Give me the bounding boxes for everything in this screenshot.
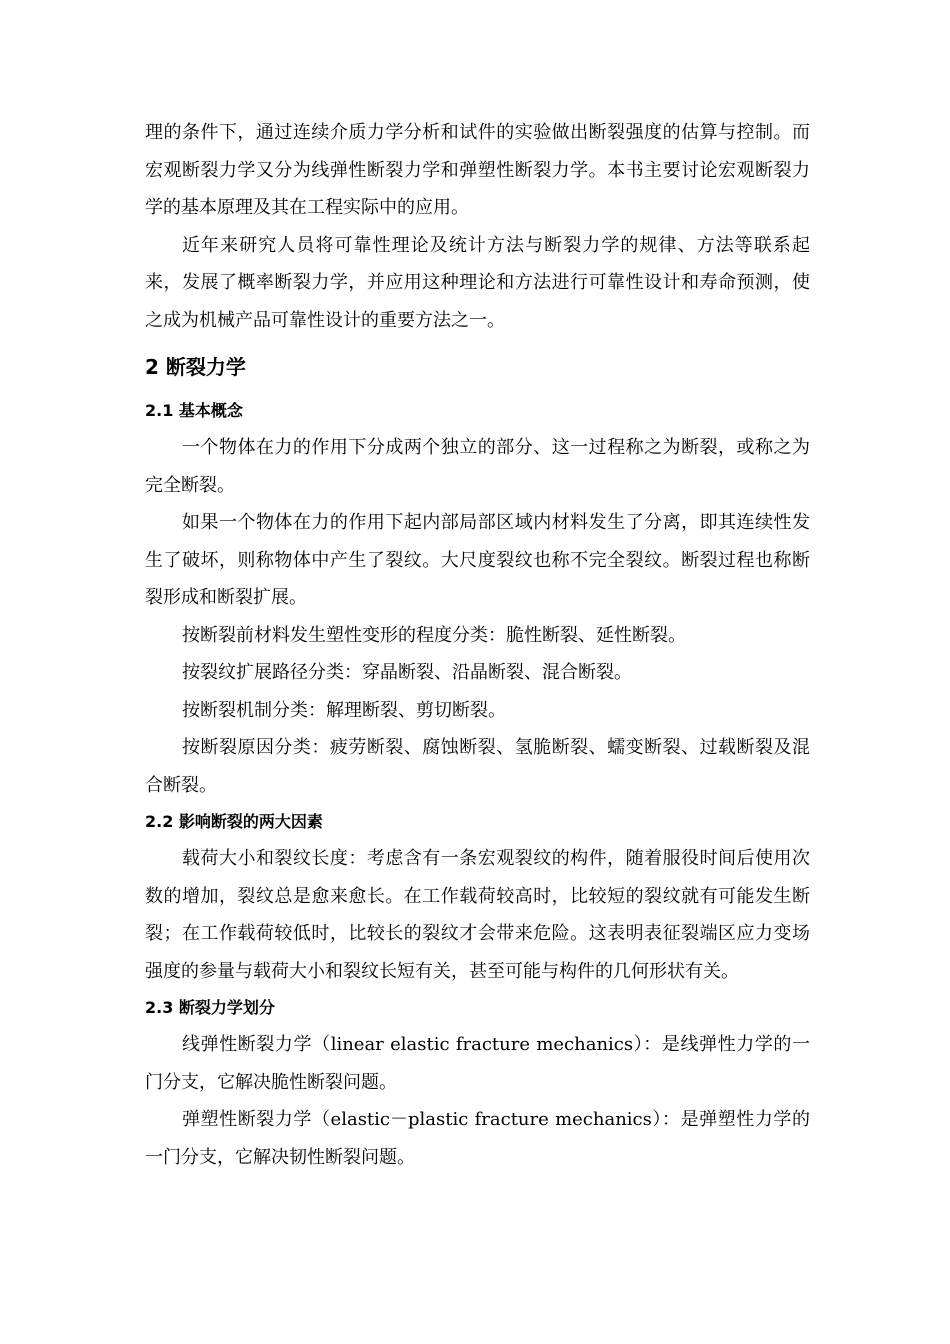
paragraph: 载荷大小和裂纹长度：考虑含有一条宏观裂纹的构件，随着服役时间后使用次数的增加，裂纹总是愈来愈长。在工作载荷较高时，比较短的裂纹就有可能发生断裂；在工作载荷较低时，比较长的裂纹才会带来危险。这表明表征裂端区应力变场强度的参量与载荷大小和裂纹长短有关，甚至可能与构件的几何形状有关。 [145, 848, 810, 982]
section-2-1-heading: 2.1 基本概念 [145, 401, 243, 420]
paragraph: 按断裂前材料发生塑性变形的程度分类：脆性断裂、延性断裂。 [182, 624, 686, 646]
section-2-heading: 2 断裂力学 [145, 355, 246, 379]
intro-paragraph-2: 近年来研究人员将可靠性理论及统计方法与断裂力学的规律、方法等联系起来，发展了概率断裂力学，并应用这种理论和方法进行可靠性设计和寿命预测，使之成为机械产品可靠性设计的重要方法之一。 [145, 234, 810, 331]
paragraph: 一个物体在力的作用下分成两个独立的部分、这一过程称之为断裂，或称之为完全断裂。 [145, 437, 810, 496]
section-2-2-heading: 2.2 影响断裂的两大因素 [145, 812, 323, 831]
section-2-3-heading: 2.3 断裂力学划分 [145, 998, 275, 1017]
paragraph: 线弹性断裂力学（linear elastic fracture mechanics）：是线弹性力学的一门分支，它解决脆性断裂问题。 [145, 1034, 810, 1093]
paragraph: 按裂纹扩展路径分类：穿晶断裂、沿晶断裂、混合断裂。 [182, 662, 632, 683]
paragraph: 按断裂原因分类：疲劳断裂、腐蚀断裂、氢脆断裂、蠕变断裂、过载断裂及混合断裂。 [145, 737, 810, 796]
paragraph: 如果一个物体在力的作用下起内部局部区域内材料发生了分离，即其连续性发生了破坏，则称物体中产生了裂纹。大尺度裂纹也称不完全裂纹。断裂过程也称断裂形成和断裂扩展。 [145, 512, 810, 608]
paragraph: 按断裂机制分类：解理断裂、剪切断裂。 [182, 699, 506, 721]
intro-paragraph-1: 理的条件下，通过连续介质力学分析和试件的实验做出断裂强度的估算与控制。而宏观断裂力学又分为线弹性断裂力学和弹塑性断裂力学。本书主要讨论宏观断裂力学的基本原理及其在工程实际中的应用。 [145, 122, 810, 218]
paragraph: 弹塑性断裂力学（elastic－plastic fracture mechanics）：是弹塑性力学的一门分支，它解决韧性断裂问题。 [145, 1109, 810, 1168]
document-page [145, 114, 810, 1176]
